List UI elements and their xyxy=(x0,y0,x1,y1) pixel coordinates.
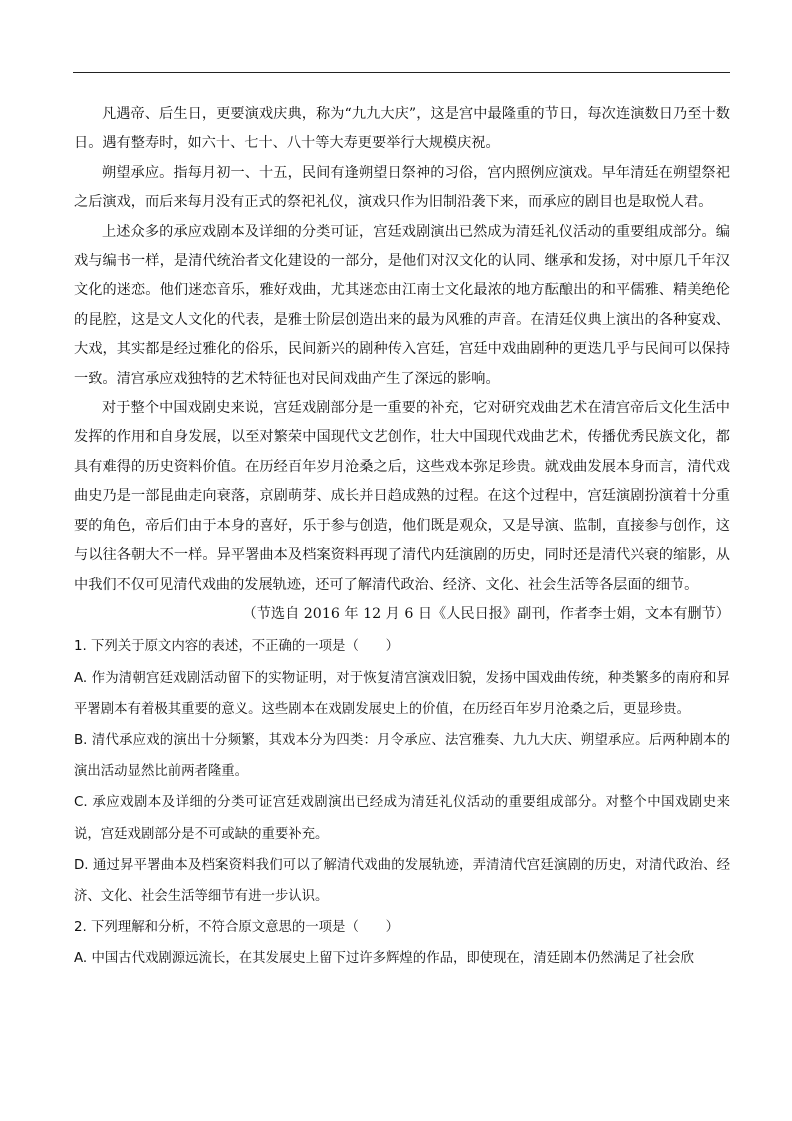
question-2-stem: 2. 下列理解和分析，不符合原文意思的一项是（ ） xyxy=(74,920,400,936)
passage-source: （节选自 2016 年 12 月 6 日《人民日报》副刊，作者李士娟，文本有删节） xyxy=(242,605,730,622)
question-1-option-b: B. 清代承应戏的演出十分频繁，其戏本分为四类：月令承应、法宫雅奏、九九大庆、朔望承应。后两种剧本的演出活动显然比前两者隆重。 xyxy=(74,732,730,780)
passage-paragraph-4: 对于整个中国戏剧史来说，宫廷戏剧部分是一重要的补充，它对研究戏曲艺术在清宫帝后文化生活中发挥的作用和自身发展，以至对繁荣中国现代文艺创作，壮大中国现代戏曲艺术，传播优秀民族文化，都具有难得的历史资料价值。在历经百年岁月沧桑之后，这些戏本弥足珍贵。就戏曲发展本身而言，清代戏曲史乃是一部昆曲走向衰落，京剧萌芽、成长并日趋成熟的过程。在这个过程中，宫廷演剧扮演着十分重要的角色，帝后们由于本身的喜好，乐于参与创造，他们既是观众，又是导演、监制，直接参与创作，这与以往各朝大不一样。异平署曲本及档案资料再现了清代内廷演剧的历史，同时还是清代兴衰的缩影，从中我们不仅可见清代戏曲的发展轨迹，还可了解清代政治、经济、文化、社会生活等各层面的细节。 xyxy=(74,400,730,593)
question-1-option-c: C. 承应戏剧本及详细的分类可证宫廷戏剧演出已经成为清廷礼仪活动的重要组成部分。对整个中国戏剧史来说，宫廷戏剧部分是不可或缺的重要补充。 xyxy=(74,795,731,842)
passage-paragraph-3: 上述众多的承应戏剧本及详细的分类可证，宫廷戏剧演出已然成为清廷礼仪活动的重要组成部分。编戏与编书一样，是清代统治者文化建设的一部分，是他们对汉文化的认同、继承和发扬，对中原几千年汉文化的迷恋。他们迷恋音乐，雅好戏曲，尤其迷恋由江南士文化最浓的地方酝酿出的和平儒雅、精美绝伦的昆腔，这是文人文化的代表，是雅士阶层创造出来的最为风雅的声音。在清廷仪典上演出的各种宴戏、大戏，其实都是经过雅化的俗乐，民间新兴的剧种传入宫廷，宫廷中戏曲剧种的更迭几乎与民间可以保持一致。清宫承应戏独特的艺术特征也对民间戏曲产生了深远的影响。 xyxy=(74,223,730,387)
passage-paragraph-2: 朔望承应。指每月初一、十五，民间有逢朔望日祭神的习俗，宫内照例应演戏。早年清廷在朔望祭祀之后演戏，而后来每月没有正式的祭祀礼仪，演戏只作为旧制沿袭下来，而承应的剧目也是取悦人君。 xyxy=(74,164,730,211)
page-content xyxy=(74,100,730,975)
question-1-option-a: A. 作为清朝宫廷戏剧活动留下的实物证明，对于恢复清宫演戏旧貌，发扬中国戏曲传统，种类繁多的南府和昇平署剧本有着极其重要的意义。这些剧本在戏剧发展史上的价值，在历经百年岁月沧桑之后，更显珍贵。 xyxy=(74,670,730,717)
question-1-option-d: D. 通过昇平署曲本及档案资料我们可以了解清代戏曲的发展轨迹，弄清清代宫廷演剧的历史，对清代政治、经济、文化、社会生活等细节有进一步认识。 xyxy=(74,857,730,904)
passage-paragraph-1: 凡遇帝、后生日，更要演戏庆典，称为“九九大庆”，这是宫中最隆重的节日，每次连演数日乃至十数日。遇有整寿时，如六十、七十、八十等大寿更要举行大规模庆祝。 xyxy=(74,106,730,152)
question-2-option-a: A. 中国古代戏剧源远流长，在其发展史上留下过许多辉煌的作品，即使现在，清廷剧本仍然满足了社会欣 xyxy=(74,951,695,967)
header-rule xyxy=(73,72,730,73)
question-1-stem: 1. 下列关于原文内容的表述，不正确的一项是（ ） xyxy=(74,639,400,655)
